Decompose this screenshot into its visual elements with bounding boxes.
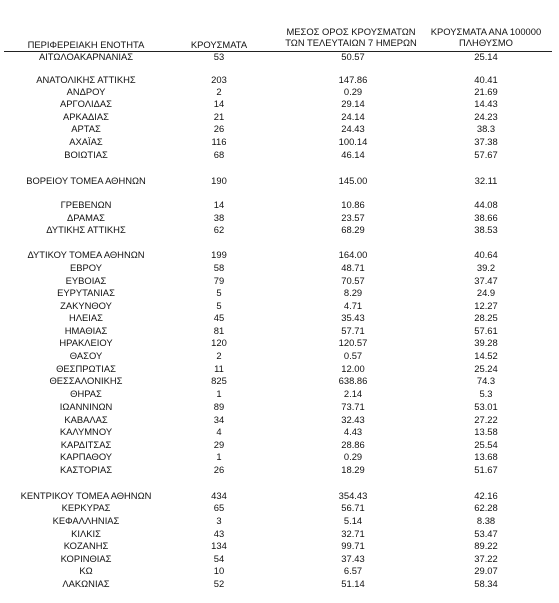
header-7day-average-line1: ΜΕΣΟΣ ΟΡΟΣ ΚΡΟΥΣΜΑΤΩΝ bbox=[286, 26, 416, 37]
table-row bbox=[0, 426, 559, 438]
per100k-cell: 37.38 bbox=[474, 136, 498, 147]
cases-cell: 190 bbox=[211, 175, 227, 186]
avg-cell: 73.71 bbox=[341, 401, 365, 412]
cases-cell: 134 bbox=[211, 540, 227, 551]
avg-cell: 18.29 bbox=[341, 464, 365, 475]
table-row bbox=[0, 363, 559, 375]
region-cell: ΚΙΛΚΙΣ bbox=[71, 528, 101, 539]
table-row bbox=[0, 439, 559, 451]
region-cell: ΑΝΑΤΟΛΙΚΗΣ ΑΤΤΙΚΗΣ bbox=[36, 74, 136, 85]
table-row bbox=[0, 515, 559, 527]
table-row bbox=[0, 199, 559, 211]
per100k-cell: 74.3 bbox=[476, 375, 496, 386]
region-cell: ΕΒΡΟΥ bbox=[69, 262, 102, 273]
avg-cell: 10.86 bbox=[341, 199, 365, 210]
cases-cell: 43 bbox=[213, 528, 225, 539]
avg-cell: 32.43 bbox=[341, 414, 365, 425]
table-row bbox=[0, 375, 559, 387]
table-row bbox=[0, 401, 559, 413]
cases-cell: 21 bbox=[213, 111, 225, 122]
region-cell: ΚΟΡΙΝΘΙΑΣ bbox=[60, 553, 112, 564]
per100k-cell: 53.01 bbox=[474, 401, 498, 412]
avg-cell: 50.57 bbox=[341, 51, 365, 62]
region-cell: ΚΕΝΤΡΙΚΟΥ ΤΟΜΕΑ ΑΘΗΝΩΝ bbox=[20, 490, 152, 501]
avg-cell: 2.14 bbox=[343, 388, 363, 399]
table-row bbox=[0, 451, 559, 463]
header-7day-average-line2: ΤΩΝ ΤΕΛΕΥΤΑΙΩΝ 7 ΗΜΕΡΩΝ bbox=[285, 37, 417, 48]
region-cell: ΗΜΑΘΙΑΣ bbox=[64, 325, 108, 336]
region-cell: ΙΩΑΝΝΙΝΩΝ bbox=[59, 401, 113, 412]
header-cases-per-100k-line2: ΠΛΗΘΥΣΜΟ bbox=[459, 37, 513, 48]
cases-cell: 29 bbox=[213, 439, 225, 450]
table-row bbox=[0, 275, 559, 287]
cases-cell: 38 bbox=[213, 212, 225, 223]
avg-cell: 120.57 bbox=[338, 337, 368, 348]
per100k-cell: 58.34 bbox=[474, 578, 498, 589]
header-region: ΠΕΡΙΦΕΡΕΙΑΚΗ ΕΝΟΤΗΤΑ bbox=[27, 39, 145, 50]
region-cell: ΚΑΛΥΜΝΟΥ bbox=[59, 426, 113, 437]
cases-cell: 4 bbox=[216, 426, 222, 437]
per100k-cell: 38.66 bbox=[474, 212, 498, 223]
cases-cell: 34 bbox=[213, 414, 225, 425]
table-row bbox=[0, 98, 559, 110]
cases-cell: 62 bbox=[213, 224, 225, 235]
per100k-cell: 53.47 bbox=[474, 528, 498, 539]
region-cell: ΑΝΔΡΟΥ bbox=[66, 86, 106, 97]
table-row bbox=[0, 502, 559, 514]
region-cell: ΘΗΡΑΣ bbox=[70, 388, 102, 399]
table-row bbox=[0, 325, 559, 337]
per100k-cell: 40.64 bbox=[474, 249, 498, 260]
region-cell: ΖΑΚΥΝΘΟΥ bbox=[60, 300, 112, 311]
avg-cell: 48.71 bbox=[341, 262, 365, 273]
per100k-cell: 25.54 bbox=[474, 439, 498, 450]
table-row bbox=[0, 175, 559, 187]
cases-cell: 45 bbox=[213, 312, 225, 323]
per100k-cell: 51.67 bbox=[474, 464, 498, 475]
avg-cell: 4.71 bbox=[343, 300, 363, 311]
table-row bbox=[0, 553, 559, 565]
region-cell: ΑΡΓΟΛΙΔΑΣ bbox=[60, 98, 112, 109]
cases-cell: 2 bbox=[216, 350, 222, 361]
per100k-cell: 21.69 bbox=[474, 86, 498, 97]
cases-cell: 68 bbox=[213, 149, 225, 160]
cases-cell: 825 bbox=[211, 375, 227, 386]
per100k-cell: 44.08 bbox=[474, 199, 498, 210]
cases-cell: 53 bbox=[213, 51, 225, 62]
table-row bbox=[0, 578, 559, 590]
region-cell: ΚΟΖΑΝΗΣ bbox=[63, 540, 109, 551]
cases-cell: 58 bbox=[213, 262, 225, 273]
avg-cell: 37.43 bbox=[341, 553, 365, 564]
table-row bbox=[0, 262, 559, 274]
per100k-cell: 25.24 bbox=[474, 363, 498, 374]
per100k-cell: 8.38 bbox=[476, 515, 496, 526]
header-cases: ΚΡΟΥΣΜΑΤΑ bbox=[190, 39, 248, 50]
table-row bbox=[0, 149, 559, 161]
table-row bbox=[0, 123, 559, 135]
region-cell: ΒΟΙΩΤΙΑΣ bbox=[64, 149, 108, 160]
table-row bbox=[0, 74, 559, 86]
table-row bbox=[0, 136, 559, 148]
avg-cell: 29.14 bbox=[341, 98, 365, 109]
per100k-cell: 38.53 bbox=[474, 224, 498, 235]
region-cell: ΚΑΡΠΑΘΟΥ bbox=[59, 451, 113, 462]
cases-cell: 26 bbox=[213, 464, 225, 475]
cases-cell: 54 bbox=[213, 553, 225, 564]
cases-cell: 5 bbox=[216, 287, 222, 298]
avg-cell: 24.43 bbox=[341, 123, 365, 134]
table-row bbox=[0, 540, 559, 552]
avg-cell: 57.71 bbox=[341, 325, 365, 336]
avg-cell: 6.57 bbox=[343, 565, 363, 576]
per100k-cell: 28.25 bbox=[474, 312, 498, 323]
table-row bbox=[0, 287, 559, 299]
avg-cell: 68.29 bbox=[341, 224, 365, 235]
per100k-cell: 57.67 bbox=[474, 149, 498, 160]
region-cell: ΗΛΕΙΑΣ bbox=[69, 312, 103, 323]
region-cell: ΑΧΑΪΑΣ bbox=[69, 136, 103, 147]
table-row bbox=[0, 337, 559, 349]
avg-cell: 23.57 bbox=[341, 212, 365, 223]
header-7day-average bbox=[278, 26, 424, 48]
per100k-cell: 57.61 bbox=[474, 325, 498, 336]
per100k-cell: 14.52 bbox=[474, 350, 498, 361]
region-cell: ΘΕΣΣΑΛΟΝΙΚΗΣ bbox=[49, 375, 123, 386]
region-cell: ΚΑΣΤΟΡΙΑΣ bbox=[59, 464, 113, 475]
table-row bbox=[0, 249, 559, 261]
cases-cell: 116 bbox=[211, 136, 227, 147]
per100k-cell: 37.47 bbox=[474, 275, 498, 286]
region-cell: ΘΑΣΟΥ bbox=[69, 350, 103, 361]
avg-cell: 32.71 bbox=[341, 528, 365, 539]
cases-cell: 3 bbox=[216, 515, 222, 526]
region-cell: ΘΕΣΠΡΩΤΙΑΣ bbox=[56, 363, 116, 374]
avg-cell: 145.00 bbox=[338, 175, 368, 186]
avg-cell: 638.86 bbox=[338, 375, 368, 386]
cases-cell: 120 bbox=[211, 337, 227, 348]
region-cell: ΕΥΡΥΤΑΝΙΑΣ bbox=[57, 287, 115, 298]
avg-cell: 8.29 bbox=[343, 287, 363, 298]
region-cell: ΚΑΡΔΙΤΣΑΣ bbox=[60, 439, 112, 450]
cases-cell: 52 bbox=[213, 578, 225, 589]
region-cell: ΔΡΑΜΑΣ bbox=[67, 212, 105, 223]
per100k-cell: 5.3 bbox=[479, 388, 493, 399]
cases-cell: 203 bbox=[211, 74, 227, 85]
region-cell: ΚΑΒΑΛΑΣ bbox=[64, 414, 108, 425]
avg-cell: 5.14 bbox=[343, 515, 363, 526]
table-row bbox=[0, 565, 559, 577]
region-cell: ΑΙΤΩΛΟΑΚΑΡΝΑΝΙΑΣ bbox=[38, 51, 134, 62]
table-row bbox=[0, 312, 559, 324]
cases-cell: 26 bbox=[213, 123, 225, 134]
table-row bbox=[0, 388, 559, 400]
avg-cell: 4.43 bbox=[343, 426, 363, 437]
avg-cell: 70.57 bbox=[341, 275, 365, 286]
per100k-cell: 13.58 bbox=[474, 426, 498, 437]
region-cell: ΔΥΤΙΚΗΣ ΑΤΤΙΚΗΣ bbox=[46, 224, 126, 235]
per100k-cell: 37.22 bbox=[474, 553, 498, 564]
avg-cell: 46.14 bbox=[341, 149, 365, 160]
region-cell: ΔΥΤΙΚΟΥ ΤΟΜΕΑ ΑΘΗΝΩΝ bbox=[27, 249, 145, 260]
avg-cell: 0.29 bbox=[343, 451, 363, 462]
cases-cell: 434 bbox=[211, 490, 227, 501]
cases-cell: 81 bbox=[213, 325, 225, 336]
per100k-cell: 32.11 bbox=[474, 175, 498, 186]
avg-cell: 354.43 bbox=[338, 490, 368, 501]
region-cell: ΑΡΤΑΣ bbox=[71, 123, 101, 134]
header-cases-per-100k bbox=[422, 26, 550, 48]
header-cases-per-100k-line1: ΚΡΟΥΣΜΑΤΑ ΑΝΑ 100000 bbox=[430, 26, 542, 37]
region-cell: ΛΑΚΩΝΙΑΣ bbox=[62, 578, 110, 589]
cases-cell: 14 bbox=[213, 98, 225, 109]
per100k-cell: 39.28 bbox=[474, 337, 498, 348]
cases-cell: 1 bbox=[216, 388, 222, 399]
region-cell: ΕΥΒΟΙΑΣ bbox=[65, 275, 107, 286]
region-cell: ΚΩ bbox=[79, 565, 93, 576]
per100k-cell: 42.16 bbox=[474, 490, 498, 501]
cases-cell: 65 bbox=[213, 502, 225, 513]
avg-cell: 35.43 bbox=[341, 312, 365, 323]
region-cell: ΚΕΡΚΥΡΑΣ bbox=[61, 502, 111, 513]
per100k-cell: 25.14 bbox=[474, 51, 498, 62]
avg-cell: 56.71 bbox=[341, 502, 365, 513]
per100k-cell: 38.3 bbox=[476, 123, 496, 134]
avg-cell: 147.86 bbox=[338, 74, 368, 85]
per100k-cell: 29.07 bbox=[474, 565, 498, 576]
region-cell: ΗΡΑΚΛΕΙΟΥ bbox=[59, 337, 113, 348]
table-row bbox=[0, 464, 559, 476]
cases-cell: 11 bbox=[214, 363, 224, 374]
per100k-cell: 39.2 bbox=[476, 262, 496, 273]
table-row bbox=[0, 111, 559, 123]
table-row bbox=[0, 86, 559, 98]
avg-cell: 28.86 bbox=[341, 439, 365, 450]
cases-cell: 10 bbox=[213, 565, 225, 576]
table-row bbox=[0, 51, 559, 63]
region-cell: ΒΟΡΕΙΟΥ ΤΟΜΕΑ ΑΘΗΝΩΝ bbox=[26, 175, 146, 186]
per100k-cell: 89.22 bbox=[474, 540, 498, 551]
region-cell: ΓΡΕΒΕΝΩΝ bbox=[60, 199, 112, 210]
table-row bbox=[0, 212, 559, 224]
table-row bbox=[0, 350, 559, 362]
avg-cell: 99.71 bbox=[341, 540, 365, 551]
table-row bbox=[0, 414, 559, 426]
table-row bbox=[0, 490, 559, 502]
per100k-cell: 24.23 bbox=[474, 111, 498, 122]
table-row bbox=[0, 300, 559, 312]
table-row bbox=[0, 528, 559, 540]
cases-cell: 14 bbox=[213, 199, 225, 210]
avg-cell: 100.14 bbox=[338, 136, 368, 147]
avg-cell: 12.00 bbox=[341, 363, 365, 374]
per100k-cell: 14.43 bbox=[474, 98, 498, 109]
cases-cell: 89 bbox=[213, 401, 225, 412]
cases-cell: 2 bbox=[216, 86, 222, 97]
avg-cell: 24.14 bbox=[341, 111, 365, 122]
avg-cell: 0.29 bbox=[343, 86, 363, 97]
avg-cell: 164.00 bbox=[338, 249, 368, 260]
per100k-cell: 13.68 bbox=[474, 451, 498, 462]
cases-cell: 1 bbox=[216, 451, 222, 462]
avg-cell: 51.14 bbox=[341, 578, 365, 589]
per100k-cell: 24.9 bbox=[476, 287, 496, 298]
per100k-cell: 40.41 bbox=[474, 74, 498, 85]
region-cell: ΑΡΚΑΔΙΑΣ bbox=[63, 111, 109, 122]
region-cell: ΚΕΦΑΛΛΗΝΙΑΣ bbox=[52, 515, 120, 526]
cases-cell: 199 bbox=[211, 249, 227, 260]
cases-cell: 5 bbox=[216, 300, 222, 311]
cases-cell: 79 bbox=[213, 275, 225, 286]
table-row bbox=[0, 224, 559, 236]
per100k-cell: 27.22 bbox=[474, 414, 498, 425]
per100k-cell: 12.27 bbox=[474, 300, 498, 311]
per100k-cell: 62.28 bbox=[474, 502, 498, 513]
avg-cell: 0.57 bbox=[343, 350, 363, 361]
